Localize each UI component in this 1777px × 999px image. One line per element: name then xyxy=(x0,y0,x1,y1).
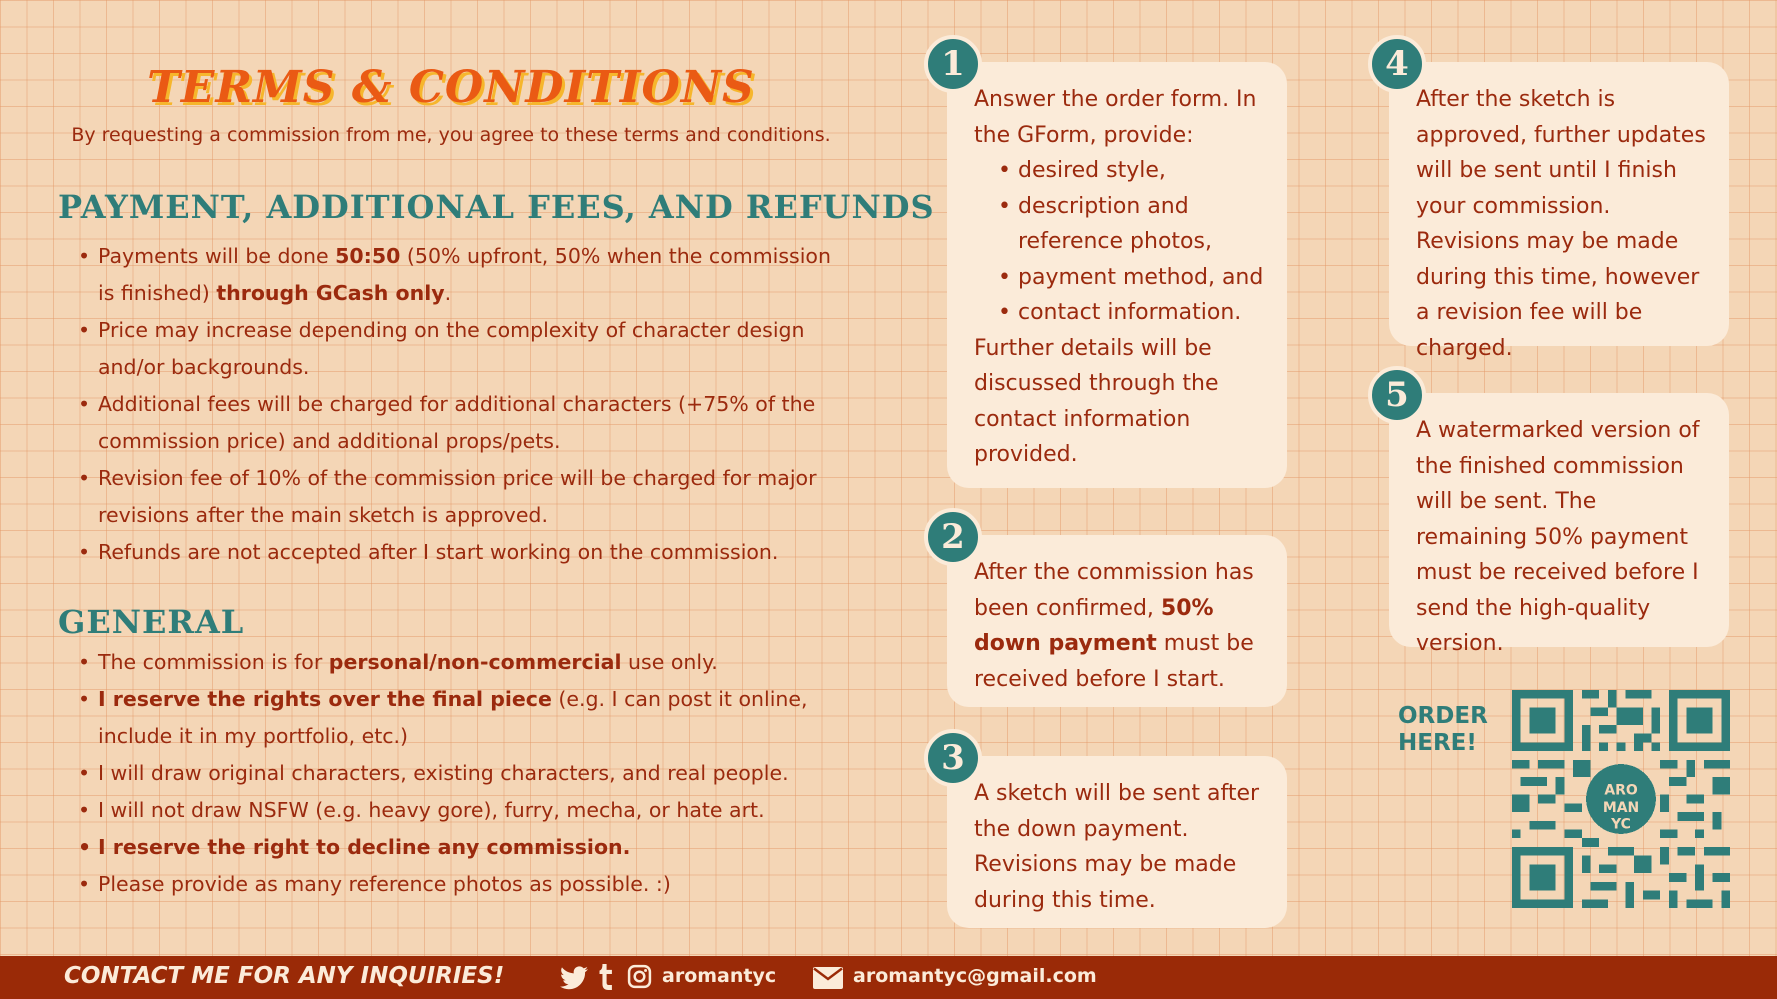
step-badge-3: 3 xyxy=(924,729,982,787)
list-item: • Additional fees will be charged for additional characters (+75% of the commission price) and additional props/pets. xyxy=(78,386,838,460)
list-item: • I reserve the rights over the final piece (e.g. I can post it online, include it in my portfolio, etc.) xyxy=(78,681,838,755)
step-3-text: A sketch will be sent after the down payment. Revisions may be made during this time. xyxy=(974,781,1260,913)
footer-cta: CONTACT ME FOR ANY INQUIRIES! xyxy=(64,963,505,989)
step-card-2: After the commission has been confirmed, 50% down payment must be received before I start. xyxy=(947,535,1287,707)
page-title: TERMS & CONDITIONS xyxy=(147,62,755,113)
page-subtitle: By requesting a commission from me, you agree to these terms and conditions. xyxy=(71,124,831,146)
twitter-icon[interactable] xyxy=(560,966,588,990)
list-item: • contact information. xyxy=(998,295,1267,331)
list-item: • Please provide as many reference photos as possible. :) xyxy=(78,866,838,903)
instagram-icon[interactable] xyxy=(627,964,652,989)
svg-text:MAN: MAN xyxy=(1602,800,1640,817)
step-card-4 xyxy=(1389,62,1729,361)
list-item: • Revision fee of 10% of the commission price will be charged for major revisions after the main sketch is approved. xyxy=(78,460,838,534)
step-card-5 xyxy=(1389,393,1729,656)
list-item: • Payments will be done 50:50 (50% upfront, 50% when the commission is finished) through GCash only. xyxy=(78,238,838,312)
step-badge-5: 5 xyxy=(1368,366,1426,424)
mail-icon xyxy=(813,967,843,989)
step-4-text: After the sketch is approved, further updates will be sent until I finish your commission. Revisions may be made during this time, however a revision fee will be charged. xyxy=(1416,87,1706,361)
list-item: • I will draw original characters, existing characters, and real people. xyxy=(78,755,838,792)
list-item: • desired style, xyxy=(998,153,1267,189)
list-item: • I reserve the right to decline any commission. xyxy=(78,829,838,866)
payment-terms-list xyxy=(78,238,838,571)
step-badge-1: 1 xyxy=(924,35,982,93)
list-item: • Price may increase depending on the complexity of character design and/or backgrounds. xyxy=(78,312,838,386)
step-badge-4: 4 xyxy=(1368,35,1426,93)
step-1-bullets xyxy=(974,153,1267,331)
tumblr-icon[interactable] xyxy=(597,964,615,990)
payment-heading: PAYMENT, ADDITIONAL FEES, AND REFUNDS xyxy=(58,188,935,226)
step-5-text: A watermarked version of the finished commission will be sent. The remaining 50% payment must be received before I send the high-quality version. xyxy=(1416,418,1700,656)
svg-text:YC: YC xyxy=(1611,816,1631,833)
social-handle[interactable]: aromantyc xyxy=(662,965,777,987)
svg-text:ARO: ARO xyxy=(1604,782,1638,799)
step-1-intro: Answer the order form. In the GForm, provide: xyxy=(974,87,1257,148)
step-card-1 xyxy=(947,62,1287,488)
order-here-label: ORDER HERE! xyxy=(1398,703,1488,756)
step-1-outro: Further details will be discussed through the contact information provided. xyxy=(974,335,1219,467)
step-card-3 xyxy=(947,756,1287,928)
email-address[interactable]: aromantyc@gmail.com xyxy=(853,965,1097,987)
qr-code[interactable] xyxy=(1512,690,1730,908)
list-item: • I will not draw NSFW (e.g. heavy gore), furry, mecha, or hate art. xyxy=(78,792,838,829)
general-heading: GENERAL xyxy=(58,603,245,641)
list-item: • payment method, and xyxy=(998,260,1267,296)
footer-bar xyxy=(0,956,1777,999)
list-item: • Refunds are not accepted after I start working on the commission. xyxy=(78,534,838,571)
list-item: • The commission is for personal/non-commercial use only. xyxy=(78,644,838,681)
general-terms-list xyxy=(78,644,838,903)
list-item: • description and reference photos, xyxy=(998,189,1267,260)
step-badge-2: 2 xyxy=(924,508,982,566)
